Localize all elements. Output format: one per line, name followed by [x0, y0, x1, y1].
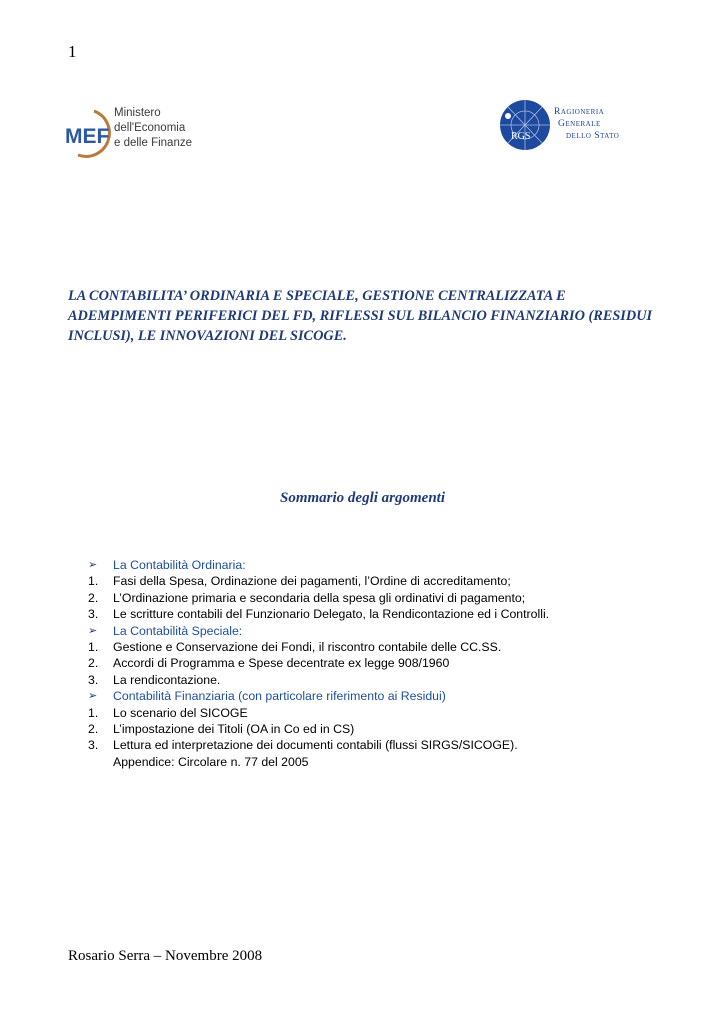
rgs-line-1: Ragioneria	[554, 107, 605, 117]
section-title: La Contabilità Speciale:	[113, 623, 243, 638]
list-item	[88, 737, 688, 753]
rgs-globe-icon	[498, 98, 552, 152]
mef-mark-icon	[64, 103, 114, 165]
list-item	[88, 573, 688, 589]
section-title: La Contabilità Ordinaria:	[113, 558, 246, 572]
item-text: Accordi di Programma e Spese decentrate ex legge 908/1960	[113, 656, 450, 671]
rgs-mark-text: RGS	[511, 131, 531, 142]
item-number: 1.	[88, 574, 99, 589]
mef-mark-text: MEF	[65, 125, 110, 148]
item-text: Le scritture contabili del Funzionario Delegato, la Rendicontazione ed i Controlli.	[113, 607, 550, 622]
page-number: 1	[68, 42, 77, 61]
item-number: 3.	[88, 672, 99, 687]
arrow-bullet-icon: ➢	[88, 559, 98, 571]
item-number: 3.	[88, 607, 99, 622]
item-text: L’Ordinazione primaria e secondaria della spesa gli ordinativi di pagamento;	[113, 590, 526, 605]
mef-logo	[64, 103, 204, 165]
appendix-line	[88, 754, 688, 770]
summary-list	[88, 557, 688, 770]
list-item	[88, 639, 688, 655]
item-number: 2.	[88, 656, 99, 671]
list-item	[88, 590, 688, 606]
item-text: La rendicontazione.	[113, 672, 221, 687]
rgs-logo-text	[554, 106, 619, 142]
list-item	[88, 721, 688, 737]
section-heading-ordinaria	[88, 557, 688, 573]
rgs-logo	[498, 98, 668, 158]
footer-author-date: Rosario Serra – Novembre 2008	[68, 948, 263, 964]
list-item	[88, 672, 688, 688]
item-number: 3.	[88, 738, 99, 753]
item-number: 2.	[88, 590, 99, 605]
item-text: Fasi della Spesa, Ordinazione dei pagamenti, l’Ordine di accreditamento;	[113, 574, 511, 589]
item-text: Lo scenario del SICOGE	[113, 705, 248, 720]
mef-line-1: Ministero	[114, 107, 161, 119]
item-number: 1.	[88, 639, 99, 654]
section-heading-speciale	[88, 623, 688, 639]
item-number: 2.	[88, 721, 99, 736]
document-title: LA CONTABILITA’ ORDINARIA E SPECIALE, GESTIONE CENTRALIZZATA E ADEMPIMENTI PERIFERICI DEL FD, RIFLESSI SUL BILANCIO FINANZIARIO (RESIDUI INCLUSI), LE INNOVAZIONI DEL SICOGE.	[68, 288, 653, 344]
item-text: Gestione e Conservazione dei Fondi, il riscontro contabile delle CC.SS.	[113, 639, 502, 654]
item-text: Lettura ed interpretazione dei documenti contabili (flussi SIRGS/SICOGE).	[113, 738, 518, 753]
arrow-bullet-icon: ➢	[88, 624, 98, 637]
list-item	[88, 705, 688, 721]
rgs-line-3: dello Stato	[566, 131, 620, 141]
mef-line-3: e delle Finanze	[114, 137, 192, 149]
section-title: Contabilità Finanziaria (con particolare riferimento ai Residui)	[113, 689, 446, 704]
mef-line-2: dell'Economia	[114, 122, 186, 134]
item-text: L’impostazione dei Titoli (OA in Co ed in CS)	[113, 721, 355, 736]
list-item	[88, 655, 688, 671]
section-heading-finanziaria	[88, 688, 688, 704]
summary-heading: Sommario degli argomenti	[279, 490, 445, 506]
arrow-bullet-icon: ➢	[88, 690, 98, 703]
mef-logo-text	[114, 106, 192, 151]
rgs-line-2: Generale	[558, 119, 601, 129]
appendix-text: Appendice: Circolare n. 77 del 2005	[113, 754, 309, 769]
item-number: 1.	[88, 705, 99, 720]
list-item	[88, 606, 688, 622]
